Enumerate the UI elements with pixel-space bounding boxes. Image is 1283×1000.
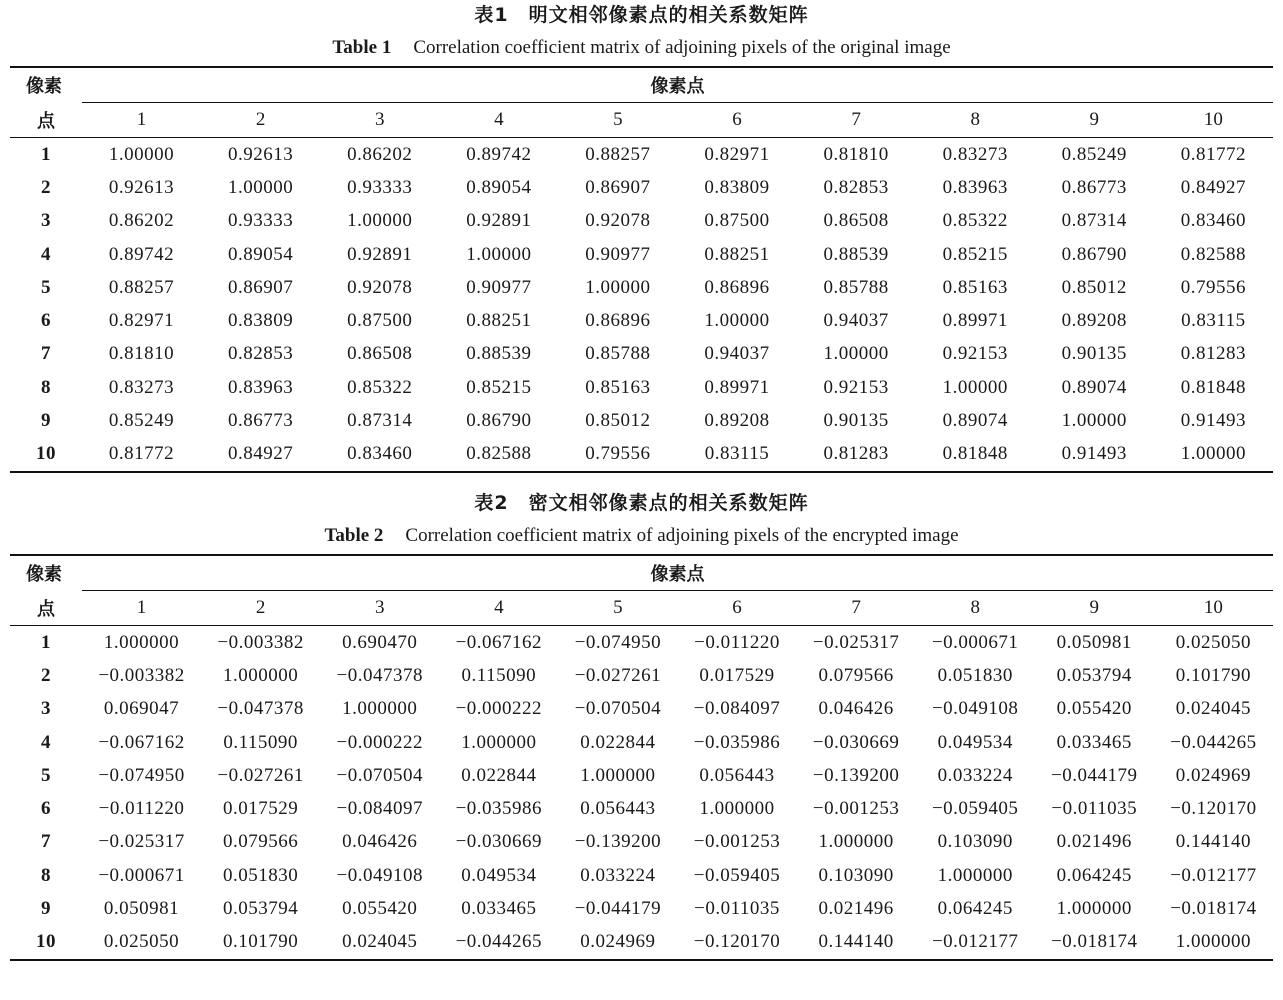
table2-row-header-bottom: 点 bbox=[10, 591, 82, 626]
table-cell: 0.88257 bbox=[108, 276, 175, 298]
table-cell: 0.103090 bbox=[937, 831, 1013, 853]
table-cell: 0.89074 bbox=[942, 410, 1008, 432]
table-cell: −0.120170 bbox=[693, 931, 781, 953]
table-cell: 0.049534 bbox=[461, 864, 537, 886]
table-cell: 0.91493 bbox=[1061, 443, 1127, 465]
table-cell: 0.86790 bbox=[1061, 243, 1127, 265]
table-cell: −0.001253 bbox=[812, 798, 900, 820]
table-cell: −0.027261 bbox=[217, 764, 304, 786]
table-cell: −0.018174 bbox=[1051, 931, 1138, 953]
table-cell: 0.053794 bbox=[223, 898, 299, 920]
table-row bbox=[10, 626, 1273, 660]
table-cell: 0.101790 bbox=[223, 931, 299, 953]
table-cell: 0.84927 bbox=[1180, 176, 1247, 198]
table-cell: 1.000000 bbox=[818, 831, 894, 853]
table-cell: 0.81772 bbox=[108, 443, 175, 465]
table-cell: 0.92153 bbox=[942, 343, 1008, 365]
table1-column-header: 5 bbox=[558, 103, 677, 138]
table-cell: 0.064245 bbox=[937, 898, 1013, 920]
table-cell: −0.074950 bbox=[98, 764, 185, 786]
row-label: 2 bbox=[41, 664, 51, 686]
table-cell: 0.83963 bbox=[228, 376, 294, 398]
table-cell: 1.000000 bbox=[699, 798, 775, 820]
table-cell: 0.83963 bbox=[942, 176, 1008, 198]
table-row bbox=[10, 238, 1273, 271]
table-row bbox=[10, 726, 1273, 759]
table-cell: 0.85788 bbox=[585, 343, 651, 365]
table-cell: 1.00000 bbox=[1061, 410, 1127, 432]
table2-row-header-top: 像素 bbox=[26, 564, 62, 586]
table2 bbox=[10, 554, 1273, 961]
table-cell: 1.00000 bbox=[704, 310, 770, 332]
table-cell: 0.021496 bbox=[1056, 831, 1132, 853]
table-cell: −0.012177 bbox=[1170, 864, 1257, 886]
table-row bbox=[10, 926, 1273, 960]
table-cell: 0.93333 bbox=[347, 176, 413, 198]
table-cell: 0.144140 bbox=[818, 931, 894, 953]
table-cell: 1.00000 bbox=[228, 176, 294, 198]
table-cell: 0.055420 bbox=[342, 898, 418, 920]
table-cell: 1.00000 bbox=[942, 376, 1008, 398]
table-cell: 0.83115 bbox=[704, 443, 770, 465]
table2-column-header: 9 bbox=[1035, 591, 1154, 626]
table-cell: −0.070504 bbox=[336, 764, 423, 786]
table2-column-header: 8 bbox=[916, 591, 1035, 626]
table-cell: −0.059405 bbox=[931, 798, 1019, 820]
table-cell: −0.070504 bbox=[574, 698, 662, 720]
table-cell: 0.82588 bbox=[466, 443, 532, 465]
table-cell: −0.044265 bbox=[1170, 731, 1257, 753]
table-cell: −0.049108 bbox=[931, 698, 1019, 720]
table2-column-header: 5 bbox=[558, 591, 677, 626]
table-row bbox=[10, 205, 1273, 238]
table-cell: 0.079566 bbox=[223, 831, 299, 853]
table-row bbox=[10, 371, 1273, 404]
table-cell: −0.025317 bbox=[98, 831, 185, 853]
table1 bbox=[10, 66, 1273, 473]
table-cell: 0.92891 bbox=[347, 243, 413, 265]
table-cell: 0.025050 bbox=[1175, 631, 1252, 653]
table-cell: −0.084097 bbox=[336, 798, 423, 820]
table2-column-header: 10 bbox=[1154, 591, 1273, 626]
table-cell: −0.018174 bbox=[1170, 898, 1257, 920]
table-cell: 0.82853 bbox=[823, 176, 889, 198]
table-cell: 0.86773 bbox=[1061, 176, 1127, 198]
table-cell: 0.85322 bbox=[942, 210, 1008, 232]
table1-column-header: 2 bbox=[201, 103, 320, 138]
row-label: 5 bbox=[41, 764, 51, 786]
row-label: 9 bbox=[41, 898, 51, 920]
row-label: 6 bbox=[41, 798, 51, 820]
table-cell: 0.81283 bbox=[823, 443, 889, 465]
table-cell: −0.025317 bbox=[812, 631, 900, 653]
table-cell: 0.021496 bbox=[818, 898, 894, 920]
table-cell: −0.067162 bbox=[455, 631, 543, 653]
table-cell: 0.87314 bbox=[347, 410, 413, 432]
table-cell: 0.86790 bbox=[466, 410, 532, 432]
table2-caption-cn: 表2 密文相邻像素点的相关系数矩阵 bbox=[474, 492, 809, 514]
table2-column-header: 6 bbox=[677, 591, 796, 626]
table-cell: 0.82971 bbox=[108, 310, 175, 332]
row-label: 1 bbox=[41, 143, 51, 165]
table-cell: −0.000222 bbox=[455, 698, 543, 720]
table-cell: 0.85215 bbox=[466, 376, 532, 398]
table-cell: 0.90135 bbox=[823, 410, 889, 432]
table-cell: 1.000000 bbox=[937, 864, 1013, 886]
row-label: 10 bbox=[36, 443, 56, 465]
table-cell: 0.92078 bbox=[585, 210, 651, 232]
table-row bbox=[10, 304, 1273, 337]
table-cell: 0.81810 bbox=[823, 143, 889, 165]
table-cell: −0.011035 bbox=[1051, 798, 1138, 820]
table2-caption-text: Correlation coefficient matrix of adjoining pixels of the encrypted image bbox=[405, 525, 959, 546]
table-cell: 0.89054 bbox=[228, 243, 294, 265]
table1-body bbox=[10, 138, 1273, 472]
table1-block bbox=[10, 0, 1273, 473]
table-cell: 0.89208 bbox=[1061, 310, 1127, 332]
table-cell: 0.115090 bbox=[461, 664, 537, 686]
table1-row-header-bottom: 点 bbox=[10, 103, 82, 138]
table-cell: 0.024969 bbox=[1175, 764, 1252, 786]
table-cell: −0.012177 bbox=[931, 931, 1019, 953]
table-cell: 0.90977 bbox=[466, 276, 532, 298]
table-cell: 0.85163 bbox=[585, 376, 651, 398]
table-cell: 0.81810 bbox=[108, 343, 175, 365]
table-cell: 0.86508 bbox=[347, 343, 413, 365]
table-cell: 0.89074 bbox=[1061, 376, 1127, 398]
table-cell: 0.690470 bbox=[342, 631, 418, 653]
table-cell: −0.011220 bbox=[98, 798, 185, 820]
table-cell: −0.035986 bbox=[693, 731, 781, 753]
table-cell: 0.83460 bbox=[1180, 210, 1247, 232]
table-cell: 0.064245 bbox=[1056, 864, 1132, 886]
table2-column-header: 3 bbox=[320, 591, 439, 626]
table-cell: 0.017529 bbox=[223, 798, 299, 820]
table-row bbox=[10, 438, 1273, 472]
table-cell: −0.120170 bbox=[1170, 798, 1257, 820]
table-cell: 0.86202 bbox=[108, 210, 175, 232]
row-label: 6 bbox=[41, 310, 51, 332]
table-cell: −0.139200 bbox=[812, 764, 900, 786]
table-cell: 0.86773 bbox=[228, 410, 294, 432]
table-cell: 0.85012 bbox=[585, 410, 651, 432]
table-row bbox=[10, 171, 1273, 204]
table-row bbox=[10, 271, 1273, 304]
row-label: 4 bbox=[41, 731, 51, 753]
table-cell: 0.025050 bbox=[103, 931, 180, 953]
row-label: 8 bbox=[41, 864, 51, 886]
table-cell: 0.022844 bbox=[461, 764, 537, 786]
table-cell: −0.044179 bbox=[1051, 764, 1138, 786]
table-cell: 0.88251 bbox=[704, 243, 770, 265]
row-label: 7 bbox=[41, 343, 51, 365]
table-cell: 0.069047 bbox=[103, 698, 180, 720]
table-cell: 0.053794 bbox=[1056, 664, 1132, 686]
table-cell: 0.86907 bbox=[228, 276, 294, 298]
table-cell: 1.00000 bbox=[823, 343, 889, 365]
table-cell: −0.011220 bbox=[694, 631, 780, 653]
table-cell: 0.85163 bbox=[942, 276, 1008, 298]
table2-number: Table 2 bbox=[324, 525, 384, 546]
table-cell: 0.024969 bbox=[580, 931, 656, 953]
table-cell: 0.046426 bbox=[342, 831, 418, 853]
table-cell: 0.101790 bbox=[1175, 664, 1252, 686]
table-cell: 0.79556 bbox=[585, 443, 651, 465]
table-cell: −0.000671 bbox=[98, 864, 185, 886]
table-cell: 0.79556 bbox=[1180, 276, 1247, 298]
table-cell: 0.051830 bbox=[937, 664, 1013, 686]
table-cell: 0.017529 bbox=[699, 664, 775, 686]
table-cell: 0.115090 bbox=[223, 731, 298, 753]
row-label: 2 bbox=[41, 176, 51, 198]
table-cell: 1.000000 bbox=[103, 631, 180, 653]
table-row bbox=[10, 892, 1273, 925]
row-label: 8 bbox=[41, 376, 51, 398]
table-cell: 0.89971 bbox=[942, 310, 1008, 332]
table-cell: −0.027261 bbox=[574, 664, 662, 686]
table-cell: 1.000000 bbox=[461, 731, 537, 753]
table-cell: 0.83809 bbox=[228, 310, 294, 332]
table-cell: 0.92891 bbox=[466, 210, 532, 232]
table-cell: 0.92613 bbox=[228, 143, 294, 165]
table1-column-headers bbox=[10, 103, 1273, 138]
row-label: 4 bbox=[41, 243, 51, 265]
table2-column-header: 4 bbox=[439, 591, 558, 626]
table-cell: 0.87500 bbox=[704, 210, 770, 232]
table-cell: 0.94037 bbox=[823, 310, 889, 332]
table1-row-header-top: 像素 bbox=[26, 76, 62, 98]
table1-column-header: 9 bbox=[1035, 103, 1154, 138]
table1-column-header: 1 bbox=[82, 103, 201, 138]
table-cell: 0.144140 bbox=[1175, 831, 1252, 853]
table1-number: Table 1 bbox=[332, 37, 392, 58]
table-cell: 0.86907 bbox=[585, 176, 651, 198]
table2-block bbox=[10, 488, 1273, 961]
table-cell: 0.83273 bbox=[108, 376, 175, 398]
table-cell: 0.86508 bbox=[823, 210, 889, 232]
table-cell: −0.001253 bbox=[693, 831, 781, 853]
table2-column-header: 2 bbox=[201, 591, 320, 626]
table-cell: 0.86896 bbox=[704, 276, 770, 298]
table-cell: 0.92078 bbox=[347, 276, 413, 298]
table-cell: 0.049534 bbox=[937, 731, 1013, 753]
row-label: 1 bbox=[41, 631, 51, 653]
table-cell: 0.90135 bbox=[1061, 343, 1127, 365]
table-cell: 0.022844 bbox=[580, 731, 656, 753]
table-cell: 0.079566 bbox=[818, 664, 894, 686]
table-cell: 1.00000 bbox=[466, 243, 532, 265]
table-row bbox=[10, 792, 1273, 825]
table-cell: 0.85249 bbox=[1061, 143, 1127, 165]
table-cell: −0.003382 bbox=[217, 631, 304, 653]
table-cell: −0.003382 bbox=[98, 664, 185, 686]
table-cell: 0.85322 bbox=[347, 376, 413, 398]
table-cell: 0.89208 bbox=[704, 410, 770, 432]
table-cell: 0.94037 bbox=[704, 343, 770, 365]
table-cell: 0.050981 bbox=[1056, 631, 1132, 653]
table-cell: 0.82971 bbox=[704, 143, 770, 165]
table1-column-header: 7 bbox=[797, 103, 916, 138]
row-label: 10 bbox=[36, 931, 56, 953]
table-cell: 0.033224 bbox=[937, 764, 1013, 786]
table-cell: 1.00000 bbox=[108, 143, 175, 165]
table-cell: 0.103090 bbox=[818, 864, 894, 886]
table2-column-headers bbox=[10, 591, 1273, 626]
table-cell: 0.024045 bbox=[342, 931, 418, 953]
table-cell: 0.87314 bbox=[1061, 210, 1127, 232]
table2-caption-en bbox=[10, 518, 1273, 554]
table-cell: −0.047378 bbox=[217, 698, 304, 720]
table-cell: 1.00000 bbox=[347, 210, 413, 232]
table-cell: −0.084097 bbox=[693, 698, 781, 720]
table-cell: −0.074950 bbox=[574, 631, 662, 653]
row-label: 7 bbox=[41, 831, 51, 853]
table-cell: 0.046426 bbox=[818, 698, 894, 720]
table-cell: 0.81848 bbox=[1180, 376, 1247, 398]
row-label: 3 bbox=[41, 210, 51, 232]
table-cell: −0.030669 bbox=[812, 731, 900, 753]
table-cell: 0.85215 bbox=[942, 243, 1008, 265]
table-cell: 0.93333 bbox=[228, 210, 294, 232]
table2-column-group-header: 像素点 bbox=[650, 564, 705, 585]
row-label: 9 bbox=[41, 410, 51, 432]
table-cell: −0.049108 bbox=[336, 864, 423, 886]
table-cell: 0.88251 bbox=[466, 310, 532, 332]
table-cell: −0.011035 bbox=[694, 898, 780, 920]
table-cell: 1.00000 bbox=[1180, 443, 1247, 465]
table1-caption-cn: 表1 明文相邻像素点的相关系数矩阵 bbox=[474, 4, 809, 26]
table1-column-group-header: 像素点 bbox=[650, 76, 705, 97]
table-cell: 0.92153 bbox=[823, 376, 889, 398]
table-cell: 0.82588 bbox=[1180, 243, 1247, 265]
table-cell: 0.89054 bbox=[466, 176, 532, 198]
table-row bbox=[10, 404, 1273, 437]
table-cell: 0.86202 bbox=[347, 143, 413, 165]
table-cell: 0.88257 bbox=[585, 143, 651, 165]
table-cell: 0.85249 bbox=[108, 410, 175, 432]
table-cell: −0.030669 bbox=[455, 831, 543, 853]
table2-column-header: 1 bbox=[82, 591, 201, 626]
table-cell: 1.00000 bbox=[585, 276, 651, 298]
table-cell: 1.000000 bbox=[580, 764, 656, 786]
table-cell: 0.051830 bbox=[223, 864, 299, 886]
table-cell: −0.035986 bbox=[455, 798, 543, 820]
table-cell: 0.056443 bbox=[580, 798, 656, 820]
table-cell: 0.84927 bbox=[228, 443, 294, 465]
table-cell: 0.83460 bbox=[347, 443, 413, 465]
table-cell: 0.055420 bbox=[1056, 698, 1132, 720]
table-row bbox=[10, 693, 1273, 726]
table-cell: 0.033465 bbox=[461, 898, 537, 920]
table-row bbox=[10, 338, 1273, 371]
table-cell: 0.050981 bbox=[103, 898, 180, 920]
table1-caption-en bbox=[10, 30, 1273, 66]
table-cell: 0.85788 bbox=[823, 276, 889, 298]
table-cell: 0.033224 bbox=[580, 864, 656, 886]
table-cell: 1.000000 bbox=[1175, 931, 1252, 953]
table-cell: −0.000222 bbox=[336, 731, 423, 753]
table-cell: −0.059405 bbox=[693, 864, 781, 886]
table-row bbox=[10, 659, 1273, 692]
table2-column-header: 7 bbox=[797, 591, 916, 626]
table-cell: −0.000671 bbox=[931, 631, 1019, 653]
table1-column-header: 4 bbox=[439, 103, 558, 138]
table-cell: 0.92613 bbox=[108, 176, 175, 198]
table-cell: −0.067162 bbox=[98, 731, 185, 753]
table-row bbox=[10, 826, 1273, 859]
table-cell: 0.033465 bbox=[1056, 731, 1132, 753]
table1-column-header: 3 bbox=[320, 103, 439, 138]
table-cell: 0.88539 bbox=[823, 243, 889, 265]
table-cell: −0.044179 bbox=[574, 898, 662, 920]
table-cell: 0.86896 bbox=[585, 310, 651, 332]
table1-caption-text: Correlation coefficient matrix of adjoining pixels of the original image bbox=[413, 37, 951, 58]
table-cell: 0.89742 bbox=[466, 143, 532, 165]
row-label: 5 bbox=[41, 276, 51, 298]
table-row bbox=[10, 859, 1273, 892]
table-cell: 0.056443 bbox=[699, 764, 775, 786]
table-cell: 0.89971 bbox=[704, 376, 770, 398]
table1-column-header: 8 bbox=[916, 103, 1035, 138]
table2-body bbox=[10, 626, 1273, 960]
table-cell: 0.83115 bbox=[1181, 310, 1246, 332]
table-cell: 0.83809 bbox=[704, 176, 770, 198]
table1-column-header: 6 bbox=[677, 103, 796, 138]
table-cell: 0.81848 bbox=[942, 443, 1008, 465]
table-cell: 0.91493 bbox=[1180, 410, 1247, 432]
table-cell: 1.000000 bbox=[223, 664, 299, 686]
table-cell: 0.87500 bbox=[347, 310, 413, 332]
table-cell: 0.83273 bbox=[942, 143, 1008, 165]
table-cell: 0.88539 bbox=[466, 343, 532, 365]
table-cell: 0.024045 bbox=[1175, 698, 1252, 720]
row-label: 3 bbox=[41, 698, 51, 720]
table-cell: −0.139200 bbox=[574, 831, 662, 853]
table-row bbox=[10, 138, 1273, 172]
table-cell: 0.81772 bbox=[1180, 143, 1247, 165]
table-cell: 1.000000 bbox=[1056, 898, 1132, 920]
table-cell: 0.89742 bbox=[108, 243, 175, 265]
table-cell: 0.85012 bbox=[1061, 276, 1127, 298]
table-cell: −0.044265 bbox=[455, 931, 543, 953]
table-cell: 0.81283 bbox=[1180, 343, 1247, 365]
table-cell: 1.000000 bbox=[342, 698, 418, 720]
table-cell: 0.90977 bbox=[585, 243, 651, 265]
table-row bbox=[10, 759, 1273, 792]
table1-column-header: 10 bbox=[1154, 103, 1273, 138]
table-cell: 0.82853 bbox=[228, 343, 294, 365]
table-cell: −0.047378 bbox=[336, 664, 423, 686]
